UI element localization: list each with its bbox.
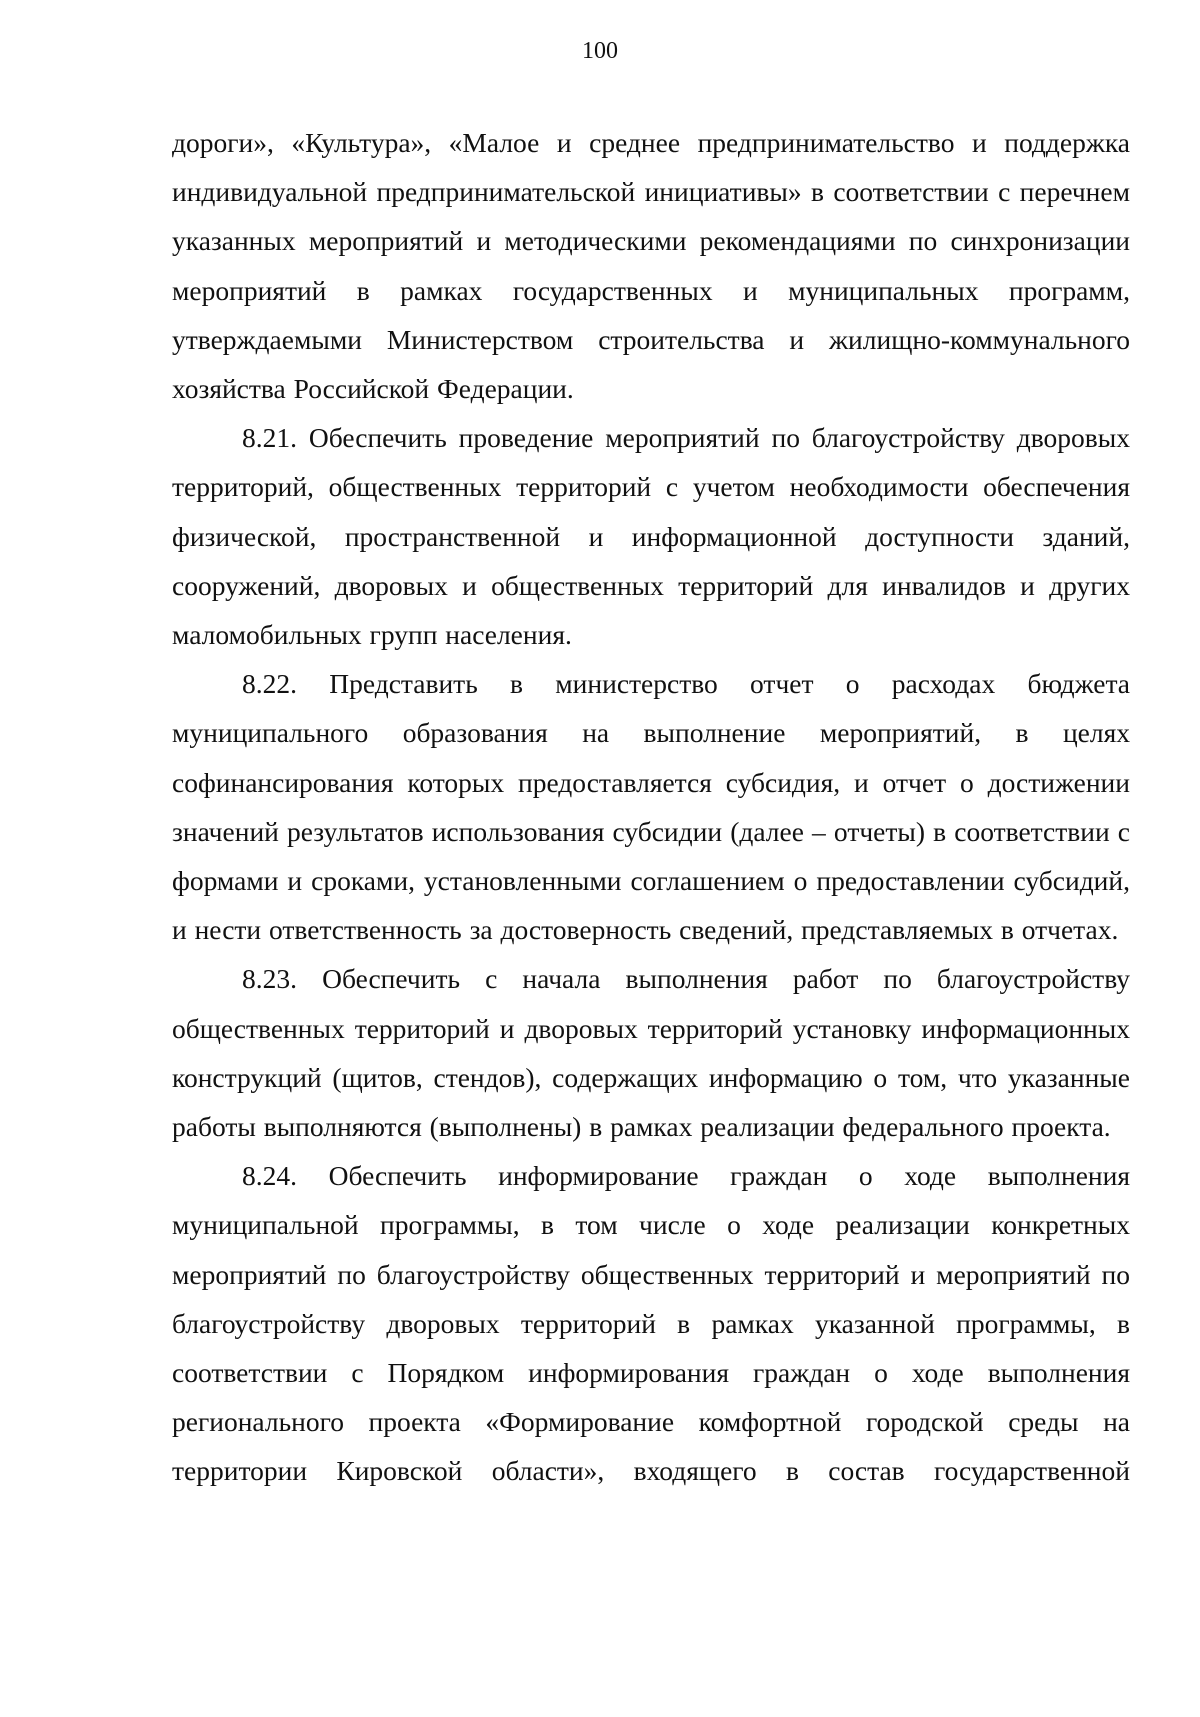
page-number: 100 <box>582 38 618 64</box>
paragraph-8-24: 8.24. Обеспечить информирование граждан о ходе выполнения муниципальной программы, в том числе о ходе реализации конкретных мероприятий по благоустройству общественных территорий и мероприятий по благоустройству дворовых территорий в рамках указанной программы, в соответствии с Порядком информирования граждан о ходе выполнения регионального проекта «Формирование комфортной городской среды на территории Кировской области», входящего в состав государственной <box>172 1160 1130 1487</box>
paragraph-continuation: дороги», «Культура», «Малое и среднее предпринимательство и поддержка индивидуальной предпринимательской инициативы» в соответствии с перечнем указанных мероприятий и методическими рекомендациями по синхронизации мероприятий в рамках государственных и муниципальных программ, утверждаемыми Министерством строительства и жилищно-коммунального хозяйства Российской Федерации. <box>172 127 1130 405</box>
paragraph-8-22: 8.22. Представить в министерство отчет о расходах бюджета муниципального образования на выполнение мероприятий, в целях софинансирования которых предоставляется субсидия, и отчет о достижении значений результатов использования субсидии (далее – отчеты) в соответствии с формами и сроками, установленными соглашением о предоставлении субсидий, и нести ответственность за достоверность сведений, представляемых в отчетах. <box>172 668 1130 946</box>
paragraph-8-21: 8.21. Обеспечить проведение мероприятий по благоустройству дворовых территорий, общественных территорий с учетом необходимости обеспечения физической, пространственной и информационной доступности зданий, сооружений, дворовых и общественных территорий для инвалидов и других маломобильных групп населения. <box>172 422 1130 651</box>
document-body <box>172 118 1130 1496</box>
paragraph-8-23: 8.23. Обеспечить с начала выполнения работ по благоустройству общественных территорий и дворовых территорий установку информационных конструкций (щитов, стендов), содержащих информацию о том, что указанные работы выполняются (выполнены) в рамках реализации федерального проекта. <box>172 963 1130 1143</box>
